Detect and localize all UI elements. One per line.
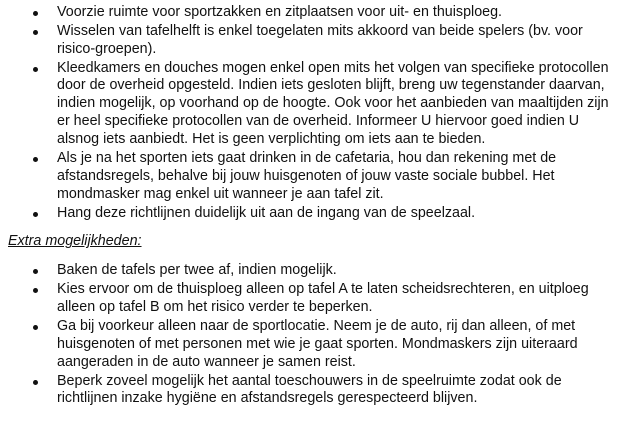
list-item: [0, 262, 640, 280]
bullet-icon: [33, 325, 38, 330]
list-item: [0, 4, 640, 22]
list-item: [0, 60, 640, 150]
text-line: Ga bij voorkeur alleen naar de sportlocatie. Neem je de auto, rij dan alleen, of met: [57, 317, 576, 334]
bullet-icon: [33, 157, 38, 162]
text-line: Wisselen van tafelhelft is enkel toegelaten mits akkoord van beide spelers (bv. voor: [57, 22, 583, 39]
text-line: huisgenoten of met personen met wie je gaat sporten. Mondmaskers zijn uiteraard: [57, 335, 578, 352]
text-line: risico-groepen).: [57, 40, 157, 57]
text-line: Kies ervoor om de thuisploeg alleen op tafel A te laten scheidsrechteren, en uitploeg: [57, 281, 589, 298]
text-line: Baken de tafels per twee af, indien mogelijk.: [57, 262, 337, 279]
bullet-icon: [33, 212, 38, 217]
list-item: [0, 318, 640, 372]
text-line: door de overheid opgesteld. Indien iets gesloten blijft, breng uw tegenstander daarvan,: [57, 77, 605, 94]
text-line: alleen op tafel B om het risico verder te beperken.: [57, 299, 373, 316]
extra-options-list: [0, 262, 640, 408]
list-item: [0, 23, 640, 59]
text-line: Hang deze richtlijnen duidelijk uit aan de ingang van de speelzaal.: [57, 204, 476, 221]
bullet-icon: [33, 380, 38, 385]
list-item: [0, 205, 640, 223]
text-line: alsnog iets aanbiedt. Het is geen verplichting om iets aan te bieden.: [57, 131, 486, 148]
bullet-icon: [33, 30, 38, 35]
list-item: [0, 150, 640, 204]
text-line: Als je na het sporten iets gaat drinken in de cafetaria, hou dan rekening met de: [57, 149, 557, 166]
text-line: Kleedkamers en douches mogen enkel open mits het volgen van specifieke protocollen: [57, 59, 609, 76]
text-line: Voorzie ruimte voor sportzakken en zitplaatsen voor uit- en thuisploeg.: [57, 4, 503, 20]
bullet-icon: [33, 67, 38, 72]
bullet-icon: [33, 269, 38, 274]
bullet-icon: [33, 288, 38, 293]
list-item: [0, 373, 640, 409]
text-line: er heel specifieke protocollen van de overheid. Informeer U hiervoor goed indien U: [57, 113, 580, 130]
bullet-icon: [33, 11, 38, 16]
section-heading: Extra mogelijkheden:: [8, 233, 142, 250]
list-item: [0, 281, 640, 317]
text-line: richtlijnen inzake hygiëne en afstandsregels gerespecteerd blijven.: [57, 390, 478, 407]
text-line: mondmasker mag enkel uit wanneer je aan tafel zit.: [57, 185, 384, 202]
text-line: Beperk zoveel mogelijk het aantal toeschouwers in de speelruimte zodat ook de: [57, 372, 562, 389]
text-line: indien mogelijk, op voorhand op de hoogte. Ook voor het aanbieden van maaltijden zijn: [57, 95, 609, 112]
guidelines-list: [0, 4, 640, 222]
text-line: aangeraden in de auto wanneer je samen reist.: [57, 353, 356, 370]
text-line: afstandsregels, behalve bij jouw huisgenoten of jouw vaste sociale bubbel. Het: [57, 167, 555, 184]
